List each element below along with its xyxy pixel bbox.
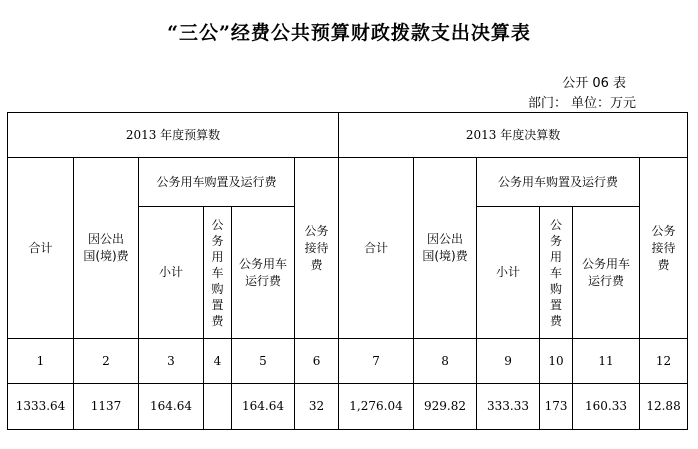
budget-vehicle-purchase-header: 公务用车购置费 [204,207,232,339]
values-row [8,384,688,430]
final-vehicle-purchase-header: 公务用车购置费 [540,207,573,339]
col-number: 2 [74,339,139,384]
final-total-header: 合计 [339,158,414,339]
value-cell: 160.33 [573,384,640,430]
group-header-row [8,113,688,158]
value-cell: 164.64 [232,384,295,430]
vehicle-group-row [8,158,688,207]
budget-reception-header: 公务接待费 [295,158,339,339]
value-cell [204,384,232,430]
final-reception-header: 公务接待费 [640,158,688,339]
unit-line [524,92,636,111]
col-number: 8 [414,339,477,384]
col-number: 12 [640,339,688,384]
expenditure-table [7,112,688,430]
col-number: 9 [477,339,540,384]
value-cell: 1,276.04 [339,384,414,430]
budget-vehicle-operation-header: 公务用车运行费 [232,207,295,339]
unit-label: 单位：万元 [570,96,636,111]
column-number-row [8,339,688,384]
value-cell: 173 [540,384,573,430]
page-title: “三公”经费公共预算财政拨款支出决算表 [167,22,531,44]
col-number: 10 [540,339,573,384]
value-cell: 1137 [74,384,139,430]
final-abroad-header: 因公出国(境)费 [414,158,477,339]
final-subtotal-header: 小计 [477,207,540,339]
value-cell: 164.64 [139,384,204,430]
value-cell: 333.33 [477,384,540,430]
final-vehicle-group-header: 公务用车购置及运行费 [477,158,640,207]
value-cell: 929.82 [414,384,477,430]
col-number: 11 [573,339,640,384]
value-cell: 1333.64 [8,384,74,430]
value-cell: 32 [295,384,339,430]
col-number: 5 [232,339,295,384]
value-cell: 12.88 [640,384,688,430]
budget-abroad-header: 因公出国(境)费 [74,158,139,339]
department-label: 部门： [527,96,567,111]
table-code: 公开 06 表 [562,76,626,91]
col-number: 7 [339,339,414,384]
budget-header: 2013 年度预算数 [8,113,339,158]
final-header: 2013 年度决算数 [339,113,688,158]
col-number: 6 [295,339,339,384]
col-number: 1 [8,339,74,384]
budget-total-header: 合计 [8,158,74,339]
final-vehicle-operation-header: 公务用车运行费 [573,207,640,339]
budget-vehicle-group-header: 公务用车购置及运行费 [139,158,295,207]
col-number: 3 [139,339,204,384]
budget-subtotal-header: 小计 [139,207,204,339]
col-number: 4 [204,339,232,384]
